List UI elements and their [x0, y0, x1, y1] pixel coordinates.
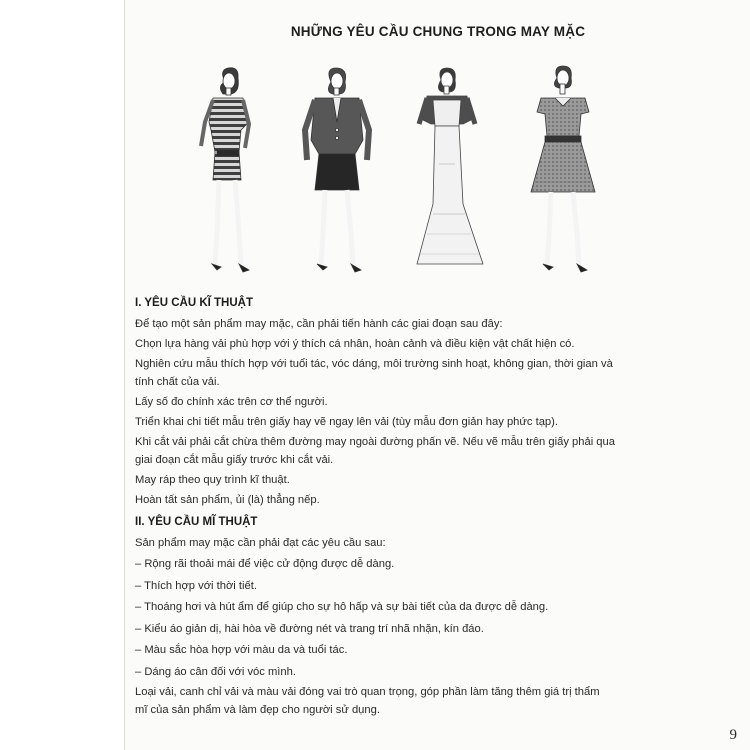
paragraph: Lấy số đo chính xác trên cơ thể người.: [135, 396, 328, 408]
requirements-list: [135, 554, 615, 683]
closing-paragraph: Loại vải, canh chỉ vải và màu vải đóng vai trò quan trọng, góp phần làm tăng thêm giá trị thẩm mĩ của sản phẩm và làm đẹp cho người sử dụng.: [135, 686, 600, 716]
list-item: – Rộng rãi thoải mái để việc cử động được dễ dàng.: [135, 554, 615, 576]
list-item: – Thoáng hơi và hút ẩm để giúp cho sự hô hấp và sự bài tiết của da được dễ dàng.: [135, 597, 615, 619]
paragraph: May ráp theo quy trình kĩ thuật.: [135, 474, 290, 486]
belted-dress-figure-icon: [531, 66, 595, 272]
section-heading-technical: I. YÊU CẦU KĨ THUẬT: [135, 297, 253, 309]
list-item: – Màu sắc hòa hợp với màu da và tuổi tác.: [135, 640, 615, 662]
striped-dress-figure-icon: [201, 68, 249, 272]
section-intro: Sản phẩm may mặc cần phải đạt các yêu cầu sau:: [135, 537, 386, 549]
paragraph: Hoàn tất sản phẩm, ủi (là) thẳng nếp.: [135, 494, 320, 506]
evening-gown-figure-icon: [417, 68, 483, 264]
page-body: [135, 292, 615, 721]
page-title: NHỮNG YÊU CẦU CHUNG TRONG MAY MẶC: [290, 24, 586, 39]
list-item: – Dáng áo cân đối với vóc mình.: [135, 662, 615, 684]
list-item: – Kiểu áo giản dị, hài hòa về đường nét và trang trí nhã nhặn, kín đáo.: [135, 619, 615, 641]
jacket-skirt-figure-icon: [305, 68, 369, 272]
page-number: 9: [729, 727, 737, 743]
book-page: [124, 0, 750, 750]
paragraph: Nghiên cứu mẫu thích hợp với tuổi tác, vóc dáng, môi trường sinh hoạt, không gian, thời gian và tính chất của vải.: [135, 358, 613, 388]
list-item: – Thích hợp với thời tiết.: [135, 576, 615, 598]
section-heading-aesthetic: II. YÊU CẦU MĨ THUẬT: [135, 516, 258, 528]
section-intro: Để tạo một sản phẩm may mặc, cần phải tiến hành các giai đoạn sau đây:: [135, 318, 503, 330]
fashion-illustration: [183, 64, 623, 284]
paragraph: Khi cắt vải phải cắt chừa thêm đường may ngoài đường phấn vẽ. Nếu vẽ mẫu trên giấy phải qua giai đoạn cắt mẫu giấy trước khi cắt vải.: [135, 436, 615, 466]
paragraph: Chọn lựa hàng vải phù hợp với ý thích cá nhân, hoàn cảnh và điều kiện vật chất hiện có.: [135, 338, 575, 350]
paragraph: Triển khai chi tiết mẫu trên giấy hay vẽ ngay lên vải (tùy mẫu đơn giản hay phức tạp).: [135, 416, 558, 428]
